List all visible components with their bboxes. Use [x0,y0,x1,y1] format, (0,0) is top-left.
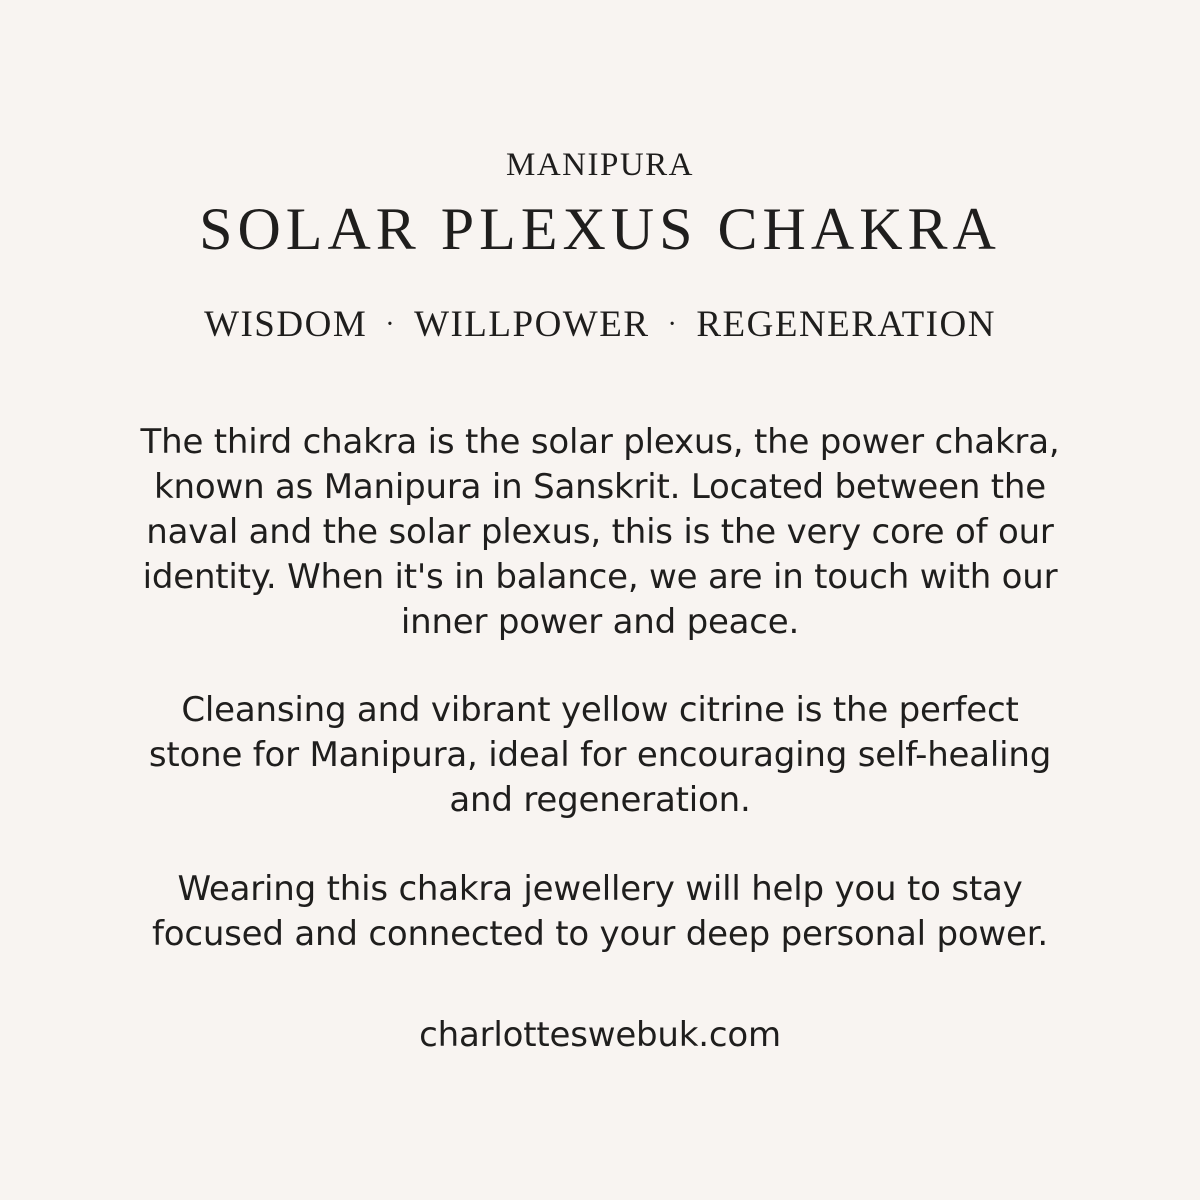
paragraph-line: Wearing this chakra jewellery will help you to stay [177,869,1023,909]
attribute-willpower: WILLPOWER [414,304,650,345]
attributes-line [0,301,1200,352]
paragraph-jewellery [110,867,1090,957]
separator-dot: · [385,309,397,340]
attribute-wisdom: WISDOM [204,304,368,345]
paragraph-line: inner power and peace. [400,602,800,642]
paragraph-line: and regeneration. [449,780,751,820]
paragraph-line: stone for Manipura, ideal for encouraging self-healing [148,735,1052,775]
paragraph-line: focused and connected to your deep personal power. [151,914,1049,954]
page-title: SOLAR PLEXUS CHAKRA [199,196,1001,262]
paragraph-line: known as Manipura in Sanskrit. Located between the [154,467,1046,507]
paragraph-line: identity. When it's in balance, we are in touch with our [142,557,1058,597]
paragraph-description [110,420,1090,645]
paragraph-citrine [110,688,1090,823]
paragraph-line: Cleansing and vibrant yellow citrine is the perfect [181,690,1019,730]
separator-dot: · [667,309,679,340]
sanskrit-name: MANIPURA [505,147,695,183]
attribute-regeneration: REGENERATION [696,304,996,345]
website-link[interactable]: charlotteswebuk.com [419,1015,781,1055]
paragraph-line: The third chakra is the solar plexus, the power chakra, [140,422,1060,462]
paragraph-line: naval and the solar plexus, this is the very core of our [146,512,1054,552]
